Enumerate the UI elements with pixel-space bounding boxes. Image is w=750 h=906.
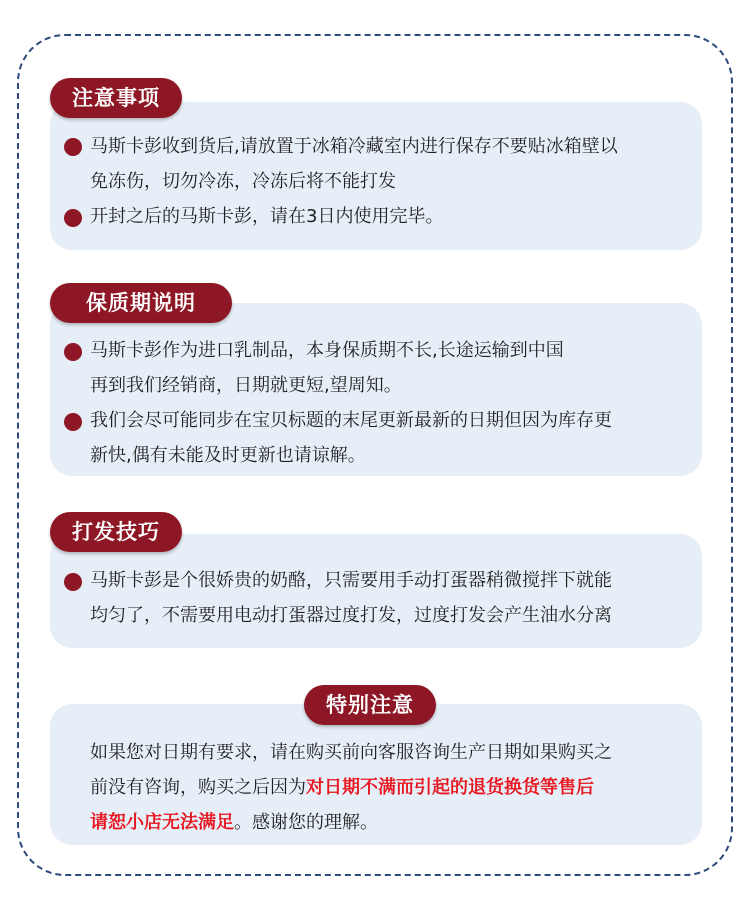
section-shelf-life (50, 283, 702, 476)
item-line: 马斯卡彭收到货后,请放置于冰箱冷藏室内进行保存不要贴冰箱壁以 (90, 136, 618, 157)
section-title: 保质期说明 (50, 283, 232, 323)
item-line: 再到我们经销商，日期就更短,望周知。 (90, 375, 402, 396)
item-line: 均匀了，不需要用电动打蛋器过度打发，过度打发会产生油水分离 (90, 605, 612, 626)
section-title: 特别注意 (304, 685, 436, 725)
note-line (90, 777, 594, 799)
note-text: 如果您对日期有要求，请在购买前向客服咨询生产日期如果购买之 (90, 742, 612, 763)
section-notice (50, 78, 702, 250)
section-title: 打发技巧 (50, 512, 182, 552)
bullet-icon (64, 343, 82, 361)
item-line: 马斯卡彭作为进口乳制品，本身保质期不长,长途运输到中国 (90, 340, 564, 361)
item-line: 马斯卡彭是个很娇贵的奶酪，只需要用手动打蛋器稍微搅拌下就能 (90, 570, 612, 591)
note-text: 前没有咨询，购买之后因为 (90, 777, 306, 798)
section-special-note (50, 685, 702, 845)
note-line (90, 812, 378, 834)
item-line: 开封之后的马斯卡彭，请在3日内使用完毕。 (90, 206, 444, 227)
section-title: 注意事项 (50, 78, 182, 118)
bullet-icon (64, 413, 82, 431)
note-line (90, 742, 612, 764)
item-line: 新快,偶有未能及时更新也请谅解。 (90, 445, 366, 466)
item-line: 我们会尽可能同步在宝贝标题的末尾更新最新的日期但因为库存更 (90, 410, 612, 431)
bullet-icon (64, 573, 82, 591)
bullet-icon (64, 209, 82, 227)
section-whipping-tips (50, 512, 702, 648)
bullet-icon (64, 138, 82, 156)
note-highlight: 对日期不满而引起的退货换货等售后 (306, 777, 594, 798)
item-line: 免冻伤，切勿冷冻，冷冻后将不能打发 (90, 171, 396, 192)
note-highlight: 请恕小店无法满足 (90, 812, 234, 833)
note-text: 。感谢您的理解。 (234, 812, 378, 833)
